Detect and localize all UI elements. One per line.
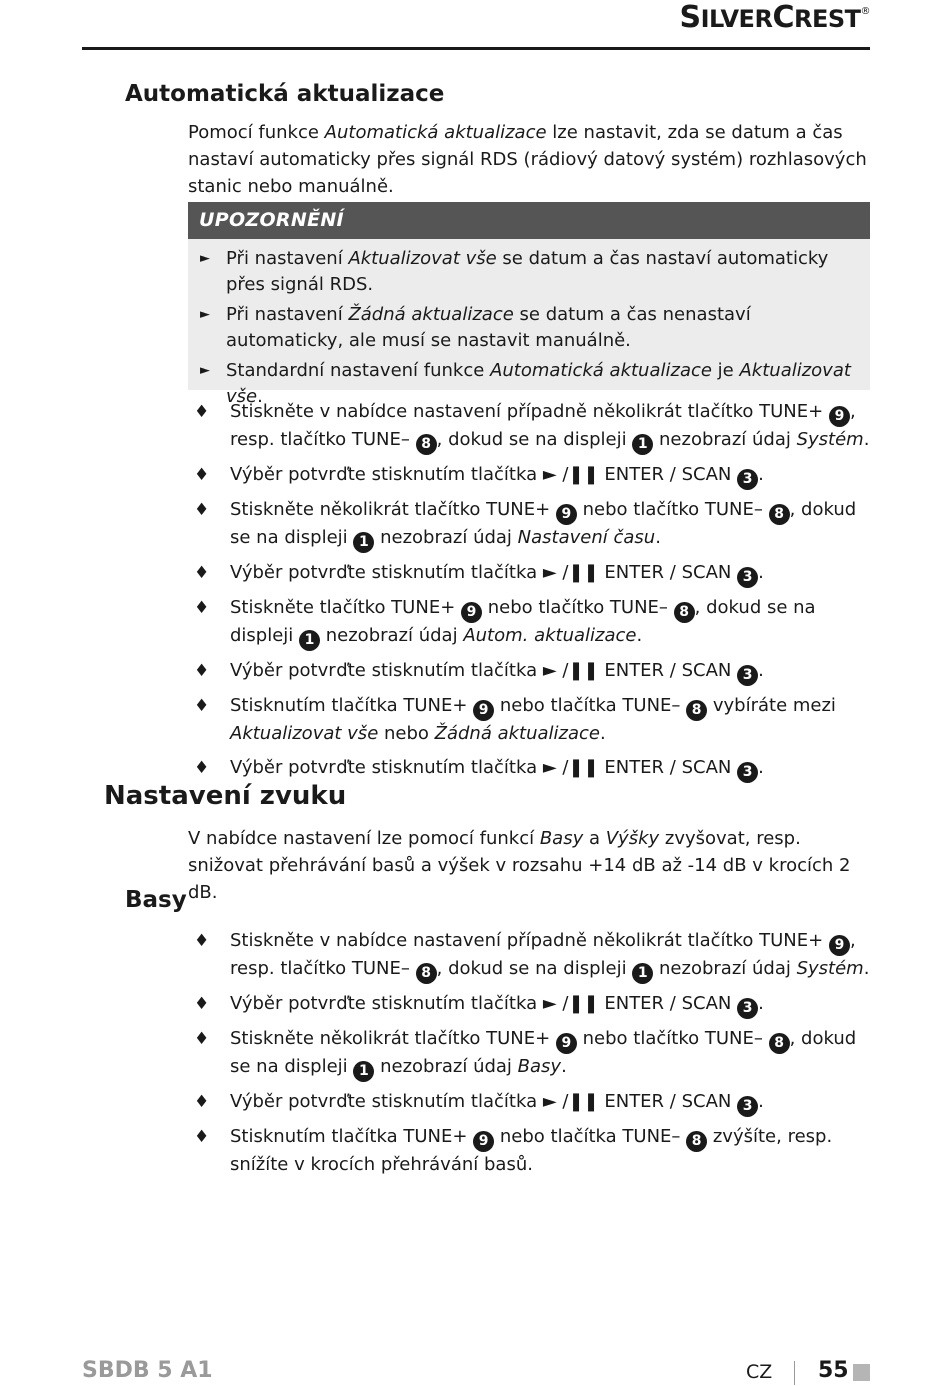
diamond-bullet-icon: ♦ (194, 500, 210, 520)
footer-divider (794, 1361, 795, 1385)
number-1-icon: 1 (299, 630, 320, 651)
page-marker-square-icon (853, 1364, 870, 1381)
number-3-icon: 3 (737, 567, 758, 588)
number-8-icon: 8 (686, 700, 707, 721)
number-1-icon: 1 (632, 434, 653, 455)
intro-sound-settings: V nabídce nastavení lze pomocí funkcí Basy a Výšky zvyšovat, resp. snižovat přehrávání basů a výšek v rozsahu +14 dB až -14 dB v krocích 2 dB. (188, 828, 851, 903)
steps-auto-update (192, 399, 882, 790)
intro-auto-update: Pomocí funkce Automatická aktualizace lze nastavit, zda se datum a čas nastaví automaticky přes signál RDS (rádiový datový systém) rozhlasových stanic nebo manuálně. (188, 122, 867, 197)
footer-language: CZ (746, 1361, 773, 1383)
number-9-icon: 9 (473, 700, 494, 721)
step-item: ♦ Výběr potvrďte stisknutím tlačítka ► /❚❚ ENTER / SCAN 3 . (192, 560, 882, 588)
section-title-auto-update: Automatická aktualizace (125, 81, 445, 107)
number-8-icon: 8 (686, 1131, 707, 1152)
diamond-bullet-icon: ♦ (194, 931, 210, 951)
steps-bass (192, 928, 882, 1186)
diamond-bullet-icon: ♦ (194, 696, 210, 716)
step-item: ♦ Stiskněte několikrát tlačítko TUNE+ 9 nebo tlačítko TUNE– 8 , dokud se na displeji 1 nezobrazí údaj Nastavení času. (192, 497, 882, 553)
triangle-bullet-icon: ► (200, 251, 210, 266)
step-item: ♦ Stisknutím tlačítka TUNE+ 9 nebo tlačítka TUNE– 8 vybíráte mezi Aktualizovat vše nebo Žádná aktualizace. (194, 695, 836, 744)
page-number: 55 (818, 1358, 849, 1383)
number-3-icon: 3 (737, 1096, 758, 1117)
diamond-bullet-icon: ♦ (194, 1092, 210, 1112)
number-8-icon: 8 (416, 963, 437, 984)
number-9-icon: 9 (473, 1131, 494, 1152)
step-item: ♦ Stiskněte v nabídce nastavení případně několikrát tlačítko TUNE+ 9 , resp. tlačítko TUNE– 8 , dokud se na displeji 1 nezobrazí údaj Systém. (192, 928, 882, 984)
section-title-sound-settings: Nastavení zvuku (104, 781, 347, 811)
diamond-bullet-icon: ♦ (194, 402, 210, 422)
step-item: ♦ Výběr potvrďte stisknutím tlačítka ► /❚❚ ENTER / SCAN 3 . (192, 1089, 882, 1117)
section-title-bass: Basy (125, 887, 187, 913)
number-3-icon: 3 (737, 762, 758, 783)
diamond-bullet-icon: ♦ (194, 563, 210, 583)
diamond-bullet-icon: ♦ (194, 661, 210, 681)
number-8-icon: 8 (416, 434, 437, 455)
step-item: ♦ Stiskněte několikrát tlačítko TUNE+ 9 nebo tlačítko TUNE– 8 , dokud se na displeji 1 nezobrazí údaj Basy. (192, 1026, 882, 1082)
step-item: ♦ Výběr potvrďte stisknutím tlačítka ► /❚❚ ENTER / SCAN 3 . (192, 462, 882, 490)
step-item: ♦ Stisknutím tlačítka TUNE+ 9 nebo tlačítka TUNE– 8 zvýšíte, resp. snížíte v krocích přehrávání basů. (194, 1126, 833, 1175)
step-item: ♦ Stiskněte tlačítko TUNE+ 9 nebo tlačítko TUNE– 8 , dokud se na displeji 1 nezobrazí údaj Autom. aktualizace. (192, 595, 882, 651)
number-1-icon: 1 (353, 532, 374, 553)
number-1-icon: 1 (632, 963, 653, 984)
brand-logo: SILVERCREST® (679, 0, 870, 35)
number-9-icon: 9 (556, 1033, 577, 1054)
diamond-bullet-icon: ♦ (194, 994, 210, 1014)
step-item: ♦ Stiskněte v nabídce nastavení případně několikrát tlačítko TUNE+ 9 , resp. tlačítko TUNE– 8 , dokud se na displeji 1 nezobrazí údaj Systém. (192, 399, 882, 455)
step-item: ♦ Výběr potvrďte stisknutím tlačítka ► /❚❚ ENTER / SCAN 3 . (192, 658, 882, 686)
number-3-icon: 3 (737, 469, 758, 490)
number-9-icon: 9 (556, 504, 577, 525)
number-9-icon: 9 (829, 935, 850, 956)
note-item: ► Při nastavení Žádná aktualizace se datum a čas nenastaví automaticky, ale musí se nastavit manuálně. (200, 304, 751, 351)
diamond-bullet-icon: ♦ (194, 598, 210, 618)
number-8-icon: 8 (769, 1033, 790, 1054)
step-item: ♦ Výběr potvrďte stisknutím tlačítka ► /❚❚ ENTER / SCAN 3 . (192, 755, 882, 783)
footer-model-number: SBDB 5 A1 (82, 1358, 213, 1383)
number-9-icon: 9 (461, 602, 482, 623)
step-item: ♦ Výběr potvrďte stisknutím tlačítka ► /❚❚ ENTER / SCAN 3 . (192, 991, 882, 1019)
diamond-bullet-icon: ♦ (194, 1029, 210, 1049)
note-list (188, 239, 870, 410)
diamond-bullet-icon: ♦ (194, 757, 210, 778)
number-8-icon: 8 (674, 602, 695, 623)
header-rule (82, 47, 870, 50)
triangle-bullet-icon: ► (200, 307, 210, 322)
diamond-bullet-icon: ♦ (194, 465, 210, 485)
number-3-icon: 3 (737, 665, 758, 686)
number-3-icon: 3 (737, 998, 758, 1019)
note-item: ► Při nastavení Aktualizovat vše se datum a čas nastaví automaticky přes signál RDS. (200, 248, 829, 295)
number-1-icon: 1 (353, 1061, 374, 1082)
triangle-bullet-icon: ► (200, 363, 210, 378)
note-box (188, 202, 870, 407)
note-heading: UPOZORNĚNÍ (188, 202, 870, 239)
number-9-icon: 9 (829, 406, 850, 427)
diamond-bullet-icon: ♦ (194, 1127, 210, 1147)
note-item: ► Standardní nastavení funkce Automatická aktualizace je Aktualizovat vše. (200, 360, 851, 407)
number-8-icon: 8 (769, 504, 790, 525)
